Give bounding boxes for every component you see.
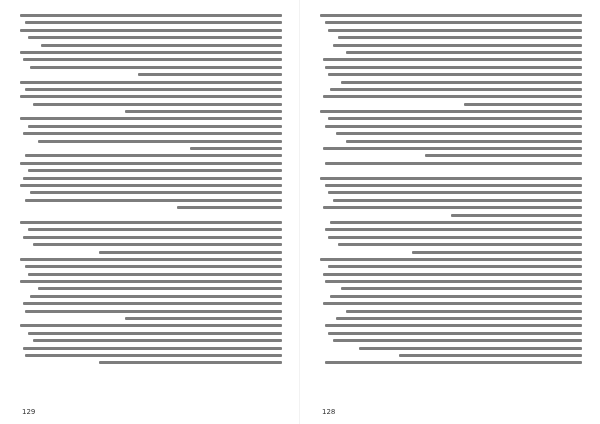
text-line — [328, 191, 582, 194]
text-line — [20, 258, 282, 261]
text-line — [325, 125, 582, 128]
text-line-row — [320, 182, 582, 189]
text-line — [333, 199, 582, 202]
text-line — [125, 317, 282, 320]
text-line-row — [20, 352, 282, 359]
text-line-row — [20, 101, 282, 108]
text-line — [23, 132, 282, 135]
text-line — [323, 58, 582, 61]
text-line-row — [320, 197, 582, 204]
text-line-row — [320, 160, 582, 167]
text-line — [138, 73, 282, 76]
text-line — [25, 88, 282, 91]
text-line-row — [320, 101, 582, 108]
text-line-row — [320, 315, 582, 322]
text-line-row — [320, 293, 582, 300]
text-line — [341, 81, 582, 84]
text-line — [20, 81, 282, 84]
text-line — [333, 339, 582, 342]
text-line — [330, 295, 582, 298]
text-line-row — [320, 123, 582, 130]
text-line — [399, 354, 582, 357]
text-line-row — [20, 300, 282, 307]
text-line-row — [20, 138, 282, 145]
text-line — [125, 110, 282, 113]
text-line — [425, 154, 582, 157]
text-line-row — [320, 175, 582, 182]
text-line-row — [20, 145, 282, 152]
text-line-row — [320, 152, 582, 159]
text-line — [20, 51, 282, 54]
text-line-row — [20, 175, 282, 182]
text-line — [25, 265, 282, 268]
text-line — [330, 221, 582, 224]
text-line-row — [20, 367, 282, 374]
right-page — [300, 0, 600, 424]
text-line-row — [20, 42, 282, 49]
text-line-row — [20, 234, 282, 241]
text-line-row — [20, 285, 282, 292]
text-line-row — [20, 123, 282, 130]
text-line-row — [20, 226, 282, 233]
text-line-row — [20, 130, 282, 137]
text-line — [25, 310, 282, 313]
text-line — [190, 147, 282, 150]
text-line — [20, 95, 282, 98]
text-line-row — [320, 64, 582, 71]
text-line — [20, 184, 282, 187]
text-line-row — [20, 249, 282, 256]
text-line — [346, 51, 582, 54]
text-line-row — [20, 27, 282, 34]
text-line — [28, 169, 282, 172]
text-line — [20, 280, 282, 283]
left-page-text-block — [20, 12, 282, 374]
text-line-row — [320, 212, 582, 219]
text-line — [177, 206, 282, 209]
text-line — [99, 361, 282, 364]
text-line-row — [20, 108, 282, 115]
text-line — [328, 73, 582, 76]
text-line-row — [20, 308, 282, 315]
text-line — [323, 302, 582, 305]
text-line-row — [320, 219, 582, 226]
text-line-row — [20, 71, 282, 78]
text-line-row — [320, 19, 582, 26]
text-line-row — [20, 115, 282, 122]
text-line-row — [20, 271, 282, 278]
text-line-row — [20, 93, 282, 100]
text-line-row — [320, 42, 582, 49]
text-line — [323, 95, 582, 98]
text-line-row — [320, 34, 582, 41]
text-line — [33, 103, 282, 106]
text-line-row — [320, 300, 582, 307]
text-line — [20, 162, 282, 165]
text-line — [320, 110, 582, 113]
text-line-row — [320, 285, 582, 292]
text-line — [325, 66, 582, 69]
text-line — [30, 191, 282, 194]
text-line-row — [320, 337, 582, 344]
text-line-row — [20, 34, 282, 41]
text-line — [20, 14, 282, 17]
text-line — [325, 184, 582, 187]
text-line-row — [20, 189, 282, 196]
text-line-row — [320, 359, 582, 366]
text-line-row — [20, 79, 282, 86]
text-line-row — [320, 189, 582, 196]
text-line-row — [320, 256, 582, 263]
text-line — [33, 243, 282, 246]
text-line — [99, 251, 282, 254]
text-line-row — [320, 115, 582, 122]
text-line-row — [320, 204, 582, 211]
text-line-row — [20, 219, 282, 226]
text-line-row — [320, 71, 582, 78]
text-line-row — [20, 86, 282, 93]
text-line-row — [20, 212, 282, 219]
text-line — [23, 302, 282, 305]
text-line — [338, 36, 582, 39]
text-line-row — [320, 93, 582, 100]
text-line — [328, 29, 582, 32]
text-line — [28, 36, 282, 39]
text-line-row — [320, 278, 582, 285]
text-line — [346, 140, 582, 143]
text-line — [320, 258, 582, 261]
text-line — [23, 347, 282, 350]
text-line — [28, 228, 282, 231]
text-line — [451, 214, 582, 217]
text-line-row — [20, 12, 282, 19]
text-line — [320, 14, 582, 17]
text-line-row — [320, 345, 582, 352]
text-line-row — [20, 263, 282, 270]
text-line — [323, 206, 582, 209]
text-line — [28, 273, 282, 276]
text-line — [38, 140, 282, 143]
text-line — [333, 44, 582, 47]
right-page-text-block — [320, 12, 582, 367]
text-line-row — [20, 160, 282, 167]
text-line — [25, 354, 282, 357]
text-line-row — [20, 182, 282, 189]
text-line-row — [320, 56, 582, 63]
text-line-row — [320, 271, 582, 278]
text-line — [33, 339, 282, 342]
text-line-row — [320, 322, 582, 329]
text-line — [325, 21, 582, 24]
text-line-row — [20, 49, 282, 56]
text-line — [25, 21, 282, 24]
text-line — [20, 221, 282, 224]
text-line — [328, 265, 582, 268]
text-line — [336, 317, 582, 320]
text-line — [38, 287, 282, 290]
text-line-row — [20, 64, 282, 71]
text-line-row — [320, 130, 582, 137]
text-line — [328, 332, 582, 335]
text-line-row — [20, 152, 282, 159]
text-line-row — [20, 56, 282, 63]
page-number: 128 — [322, 408, 336, 416]
text-line-row — [20, 345, 282, 352]
text-line-row — [320, 249, 582, 256]
text-line-row — [20, 337, 282, 344]
text-line — [346, 310, 582, 313]
text-line-row — [320, 308, 582, 315]
text-line — [328, 117, 582, 120]
text-line — [325, 228, 582, 231]
text-line — [320, 177, 582, 180]
text-line-row — [20, 197, 282, 204]
text-line-row — [320, 352, 582, 359]
text-line — [464, 103, 582, 106]
text-line — [325, 162, 582, 165]
text-line-row — [320, 12, 582, 19]
text-line-row — [320, 234, 582, 241]
text-line — [325, 280, 582, 283]
text-line — [323, 147, 582, 150]
text-line-row — [20, 359, 282, 366]
text-line-row — [320, 108, 582, 115]
text-line-row — [20, 322, 282, 329]
text-line — [328, 236, 582, 239]
text-line — [28, 125, 282, 128]
text-line-row — [320, 86, 582, 93]
text-line — [23, 177, 282, 180]
text-line-row — [320, 49, 582, 56]
text-line-row — [20, 293, 282, 300]
text-line — [325, 361, 582, 364]
text-line-row — [20, 330, 282, 337]
text-line — [359, 347, 582, 350]
text-line — [30, 66, 282, 69]
page-number: 129 — [22, 408, 36, 416]
text-line-row — [20, 278, 282, 285]
text-line — [23, 236, 282, 239]
text-line-row — [20, 204, 282, 211]
text-line — [28, 332, 282, 335]
text-line — [41, 44, 282, 47]
text-line — [336, 132, 582, 135]
text-line — [30, 295, 282, 298]
text-line-row — [320, 241, 582, 248]
text-line-row — [20, 315, 282, 322]
text-line — [338, 243, 582, 246]
text-line — [325, 324, 582, 327]
text-line — [323, 273, 582, 276]
text-line — [341, 287, 582, 290]
text-line-row — [20, 241, 282, 248]
text-line — [25, 199, 282, 202]
text-line-row — [20, 19, 282, 26]
text-line-row — [20, 167, 282, 174]
text-line — [20, 324, 282, 327]
text-line-row — [320, 263, 582, 270]
text-line — [330, 88, 582, 91]
text-line — [412, 251, 582, 254]
text-line-row — [320, 79, 582, 86]
text-line — [25, 154, 282, 157]
text-line — [23, 58, 282, 61]
text-line-row — [320, 330, 582, 337]
text-line-row — [320, 27, 582, 34]
text-line-row — [20, 256, 282, 263]
text-line — [20, 29, 282, 32]
text-line-row — [320, 167, 582, 174]
text-line — [20, 117, 282, 120]
text-line-row — [320, 226, 582, 233]
text-line-row — [320, 138, 582, 145]
text-line-row — [320, 145, 582, 152]
